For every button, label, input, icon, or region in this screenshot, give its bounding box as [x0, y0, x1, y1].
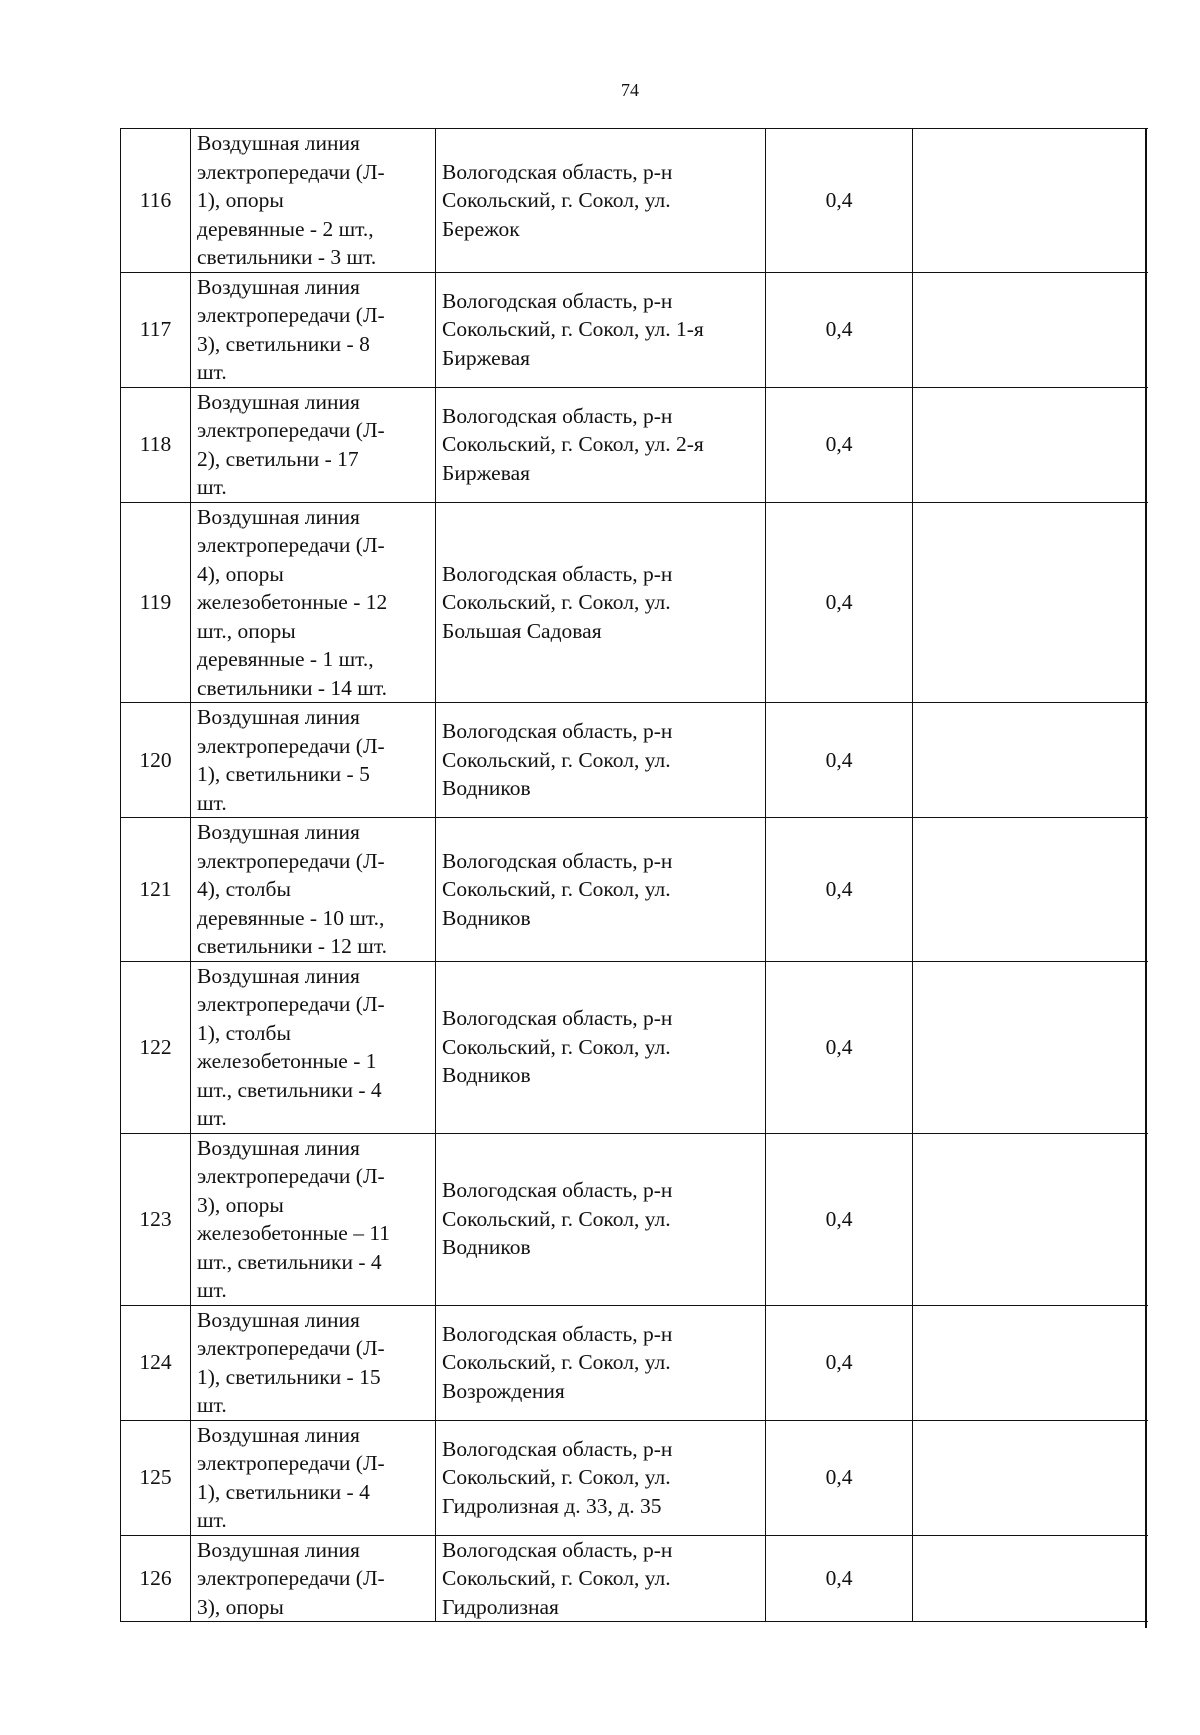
address-line: Вологодская область, р-н: [442, 1321, 673, 1346]
row-number: 117: [121, 272, 191, 387]
object-name-cell: [191, 1420, 436, 1535]
address-line: Водников: [442, 1063, 531, 1088]
address-line: Сокольский, г. Сокол, ул.: [442, 1465, 671, 1490]
table-row: [121, 502, 1148, 703]
object-name-line: шт.: [197, 475, 227, 499]
table-row: [121, 1535, 1148, 1622]
address-line: Биржевая: [442, 345, 531, 370]
object-name-line: 3), опоры: [197, 1192, 284, 1217]
empty-cell: [913, 129, 1148, 273]
object-name-line: электропередачи (Л-: [197, 418, 385, 442]
address-line: Вологодская область, р-н: [442, 403, 673, 428]
object-name-line: Воздушная линия: [197, 820, 360, 844]
table-row: [121, 961, 1148, 1133]
table-row: [121, 129, 1148, 273]
address-line: Сокольский, г. Сокол, ул.: [442, 877, 671, 901]
row-number: 118: [121, 387, 191, 502]
address-cell: [436, 961, 766, 1133]
object-name-line: Воздушная линия: [197, 1537, 360, 1562]
address-line: Бережок: [442, 216, 520, 241]
address-cell: [436, 502, 766, 703]
object-name-cell: [191, 387, 436, 502]
voltage-value: 0,4: [766, 1305, 913, 1420]
object-name-line: электропередачи (Л-: [197, 159, 385, 184]
object-name-line: светильники - 3 шт.: [197, 245, 377, 269]
object-name-line: шт., светильники - 4: [197, 1077, 382, 1102]
address-line: Сокольский, г. Сокол, ул.: [442, 590, 671, 614]
row-number: 120: [121, 703, 191, 818]
address-line: Сокольский, г. Сокол, ул.: [442, 1350, 671, 1375]
object-name-cell: [191, 818, 436, 962]
right-border-line: [1145, 128, 1147, 1628]
empty-cell: [913, 703, 1148, 818]
address-line: Сокольский, г. Сокол, ул.: [442, 1034, 671, 1059]
table-row: [121, 703, 1148, 818]
row-number: 126: [121, 1535, 191, 1622]
row-number: 124: [121, 1305, 191, 1420]
empty-cell: [913, 961, 1148, 1133]
object-name-line: Воздушная линия: [197, 504, 360, 529]
object-name-line: электропередачи (Л-: [197, 1164, 385, 1188]
empty-cell: [913, 272, 1148, 387]
empty-cell: [913, 1420, 1148, 1535]
address-line: Сокольский, г. Сокол, ул.: [442, 1566, 671, 1590]
voltage-value: 0,4: [766, 1535, 913, 1622]
address-line: Вологодская область, р-н: [442, 1178, 673, 1203]
object-name-line: шт.: [197, 1393, 227, 1417]
address-line: Биржевая: [442, 460, 531, 485]
table-row: [121, 387, 1148, 502]
object-name-cell: [191, 703, 436, 818]
address-line: Вологодская область, р-н: [442, 1006, 673, 1031]
object-name-cell: [191, 961, 436, 1133]
object-name-line: Воздушная линия: [197, 131, 360, 155]
address-line: Вологодская область, р-н: [442, 288, 673, 313]
empty-cell: [913, 1535, 1148, 1622]
object-name-line: 2), светильни - 17: [197, 446, 359, 471]
object-name-line: Воздушная линия: [197, 1307, 360, 1332]
object-name-line: деревянные - 10 шт.,: [197, 905, 385, 930]
object-name-line: Воздушная линия: [197, 963, 360, 988]
object-name-line: железобетонные – 11: [197, 1221, 391, 1245]
registry-table: [120, 128, 1148, 1622]
address-line: Вологодская область, р-н: [442, 159, 673, 184]
empty-cell: [913, 387, 1148, 502]
object-name-line: электропередачи (Л-: [197, 1451, 385, 1475]
object-name-line: шт., светильники - 4: [197, 1249, 382, 1274]
object-name-line: электропередачи (Л-: [197, 303, 385, 327]
object-name-line: 1), светильники - 4: [197, 1479, 370, 1504]
object-name-line: Воздушная линия: [197, 705, 360, 729]
address-line: Вологодская область, р-н: [442, 719, 673, 744]
address-line: Гидролизная д. 33, д. 35: [442, 1493, 662, 1518]
object-name-cell: [191, 1133, 436, 1305]
address-cell: [436, 1535, 766, 1622]
address-line: Сокольский, г. Сокол, ул.: [442, 1206, 671, 1231]
object-name-line: электропередачи (Л-: [197, 533, 385, 557]
address-cell: [436, 129, 766, 273]
object-name-cell: [191, 1535, 436, 1622]
object-name-line: Воздушная линия: [197, 274, 360, 299]
object-name-line: 1), опоры: [197, 188, 284, 212]
object-name-line: Воздушная линия: [197, 389, 360, 414]
object-name-line: 3), светильники - 8: [197, 331, 370, 356]
page-number: 74: [621, 80, 639, 100]
address-line: Сокольский, г. Сокол, ул. 1-я: [442, 317, 704, 342]
object-name-cell: [191, 272, 436, 387]
table-row: [121, 1420, 1148, 1535]
object-name-cell: [191, 502, 436, 703]
object-name-line: шт.: [197, 1278, 227, 1302]
empty-cell: [913, 1305, 1148, 1420]
address-line: Вологодская область, р-н: [442, 1537, 673, 1562]
object-name-line: светильники - 14 шт.: [197, 675, 388, 700]
empty-cell: [913, 1133, 1148, 1305]
empty-cell: [913, 818, 1148, 962]
object-name-line: шт., опоры: [197, 618, 296, 643]
address-line: Сокольский, г. Сокол, ул.: [442, 188, 671, 212]
voltage-value: 0,4: [766, 1133, 913, 1305]
object-name-line: электропередачи (Л-: [197, 1566, 385, 1590]
object-name-line: электропередачи (Л-: [197, 848, 385, 873]
object-name-cell: [191, 129, 436, 273]
object-name-line: светильники - 12 шт.: [197, 934, 388, 958]
object-name-line: 3), опоры: [197, 1594, 284, 1619]
object-name-line: шт.: [197, 790, 227, 815]
row-number: 116: [121, 129, 191, 273]
address-line: Возрождения: [442, 1378, 565, 1403]
address-cell: [436, 387, 766, 502]
object-name-cell: [191, 1305, 436, 1420]
object-name-line: шт.: [197, 1508, 227, 1532]
table-row: [121, 1133, 1148, 1305]
table-row: [121, 272, 1148, 387]
voltage-value: 0,4: [766, 129, 913, 273]
table-row: [121, 1305, 1148, 1420]
object-name-line: железобетонные - 12: [197, 590, 388, 614]
address-cell: [436, 1305, 766, 1420]
address-line: Сокольский, г. Сокол, ул. 2-я: [442, 432, 704, 457]
address-line: Вологодская область, р-н: [442, 848, 673, 873]
object-name-line: шт.: [197, 1106, 227, 1130]
address-line: Водников: [442, 905, 531, 930]
address-line: Вологодская область, р-н: [442, 561, 673, 586]
voltage-value: 0,4: [766, 1420, 913, 1535]
object-name-line: Воздушная линия: [197, 1135, 360, 1160]
row-number: 122: [121, 961, 191, 1133]
object-name-line: Воздушная линия: [197, 1422, 360, 1447]
address-line: Гидролизная: [442, 1594, 559, 1619]
object-name-line: 1), светильники - 15: [197, 1364, 381, 1389]
object-name-line: 1), светильники - 5: [197, 762, 370, 786]
address-cell: [436, 703, 766, 818]
row-number: 125: [121, 1420, 191, 1535]
voltage-value: 0,4: [766, 502, 913, 703]
empty-cell: [913, 502, 1148, 703]
address-line: Сокольский, г. Сокол, ул.: [442, 747, 671, 772]
voltage-value: 0,4: [766, 703, 913, 818]
registry-table-body: [121, 129, 1148, 1622]
address-line: Вологодская область, р-н: [442, 1436, 673, 1461]
voltage-value: 0,4: [766, 818, 913, 962]
voltage-value: 0,4: [766, 272, 913, 387]
object-name-line: шт.: [197, 360, 227, 384]
table-row: [121, 818, 1148, 962]
object-name-line: 1), столбы: [197, 1020, 291, 1045]
address-cell: [436, 1420, 766, 1535]
object-name-line: 4), опоры: [197, 561, 284, 586]
address-cell: [436, 272, 766, 387]
row-number: 119: [121, 502, 191, 703]
object-name-line: электропередачи (Л-: [197, 1336, 385, 1360]
object-name-line: электропередачи (Л-: [197, 733, 385, 758]
row-number: 123: [121, 1133, 191, 1305]
voltage-value: 0,4: [766, 961, 913, 1133]
address-cell: [436, 1133, 766, 1305]
object-name-line: деревянные - 2 шт.,: [197, 216, 374, 241]
address-line: Большая Садовая: [442, 618, 602, 643]
address-line: Водников: [442, 1235, 531, 1260]
voltage-value: 0,4: [766, 387, 913, 502]
address-cell: [436, 818, 766, 962]
row-number: 121: [121, 818, 191, 962]
object-name-line: железобетонные - 1: [197, 1049, 377, 1073]
object-name-line: деревянные - 1 шт.,: [197, 647, 374, 671]
object-name-line: электропередачи (Л-: [197, 992, 385, 1016]
address-line: Водников: [442, 776, 531, 801]
object-name-line: 4), столбы: [197, 877, 291, 901]
